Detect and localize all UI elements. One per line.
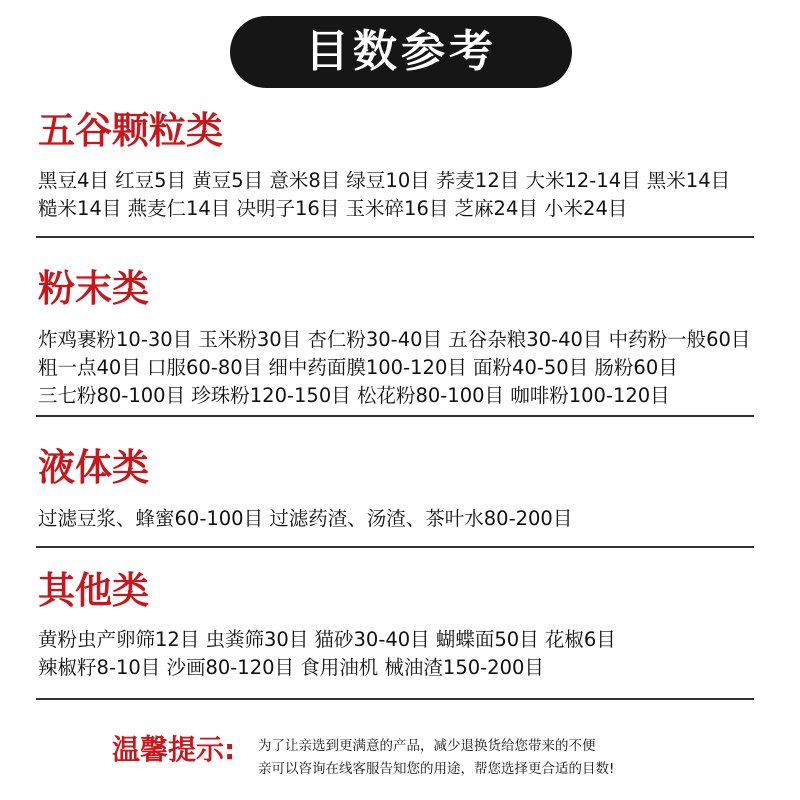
list-item: 糙米14目 燕麦仁14目 决明子16目 玉米碎16目 芝麻24目 小米24目 — [38, 197, 628, 220]
divider — [36, 415, 754, 417]
section-liquids — [38, 446, 149, 489]
section-powders — [38, 267, 149, 310]
list-item: 炸鸡裹粉10-30目 玉米粉30目 杏仁粉30-40目 五谷杂粮30-40目 中药粉一般60目 — [38, 328, 751, 351]
header-banner — [230, 16, 572, 88]
divider — [36, 236, 754, 238]
section-title: 液体类 — [38, 446, 149, 489]
tip-line: 亲可以咨询在线客服告知您的用途，帮您选择更合适的目数! — [258, 761, 615, 777]
tip-text — [258, 735, 738, 781]
section-grains — [38, 109, 223, 152]
tip-label: 温馨提示: — [112, 733, 236, 766]
section-title: 五谷颗粒类 — [38, 109, 223, 152]
list-item: 黑豆4目 红豆5目 黄豆5目 意米8目 绿豆10目 荞麦12目 大米12-14目 黑米14目 — [38, 169, 731, 192]
page-title: 目数参考 — [305, 26, 497, 77]
list-item: 过滤豆浆、蜂蜜60-100目 过滤药渣、汤渣、茶叶水80-200目 — [38, 507, 573, 530]
divider — [36, 546, 754, 548]
divider — [36, 698, 754, 700]
list-item: 粗一点40目 口服60-80目 细中药面膜100-120目 面粉40-50目 肠粉60目 — [38, 356, 678, 379]
section-others — [38, 569, 149, 612]
section-title: 粉末类 — [38, 267, 149, 310]
tip-line: 为了让亲选到更满意的产品，减少退换货给您带来的不便 — [258, 738, 596, 754]
list-item: 辣椒籽8-10目 沙画80-120目 食用油机 械油渣150-200目 — [38, 656, 544, 679]
list-item: 三七粉80-100目 珍珠粉120-150目 松花粉80-100目 咖啡粉100-120目 — [38, 384, 670, 407]
list-item: 黄粉虫产卵筛12目 虫粪筛30目 猫砂30-40目 蝴蝶面50目 花椒6目 — [38, 628, 616, 651]
section-title: 其他类 — [38, 569, 149, 612]
